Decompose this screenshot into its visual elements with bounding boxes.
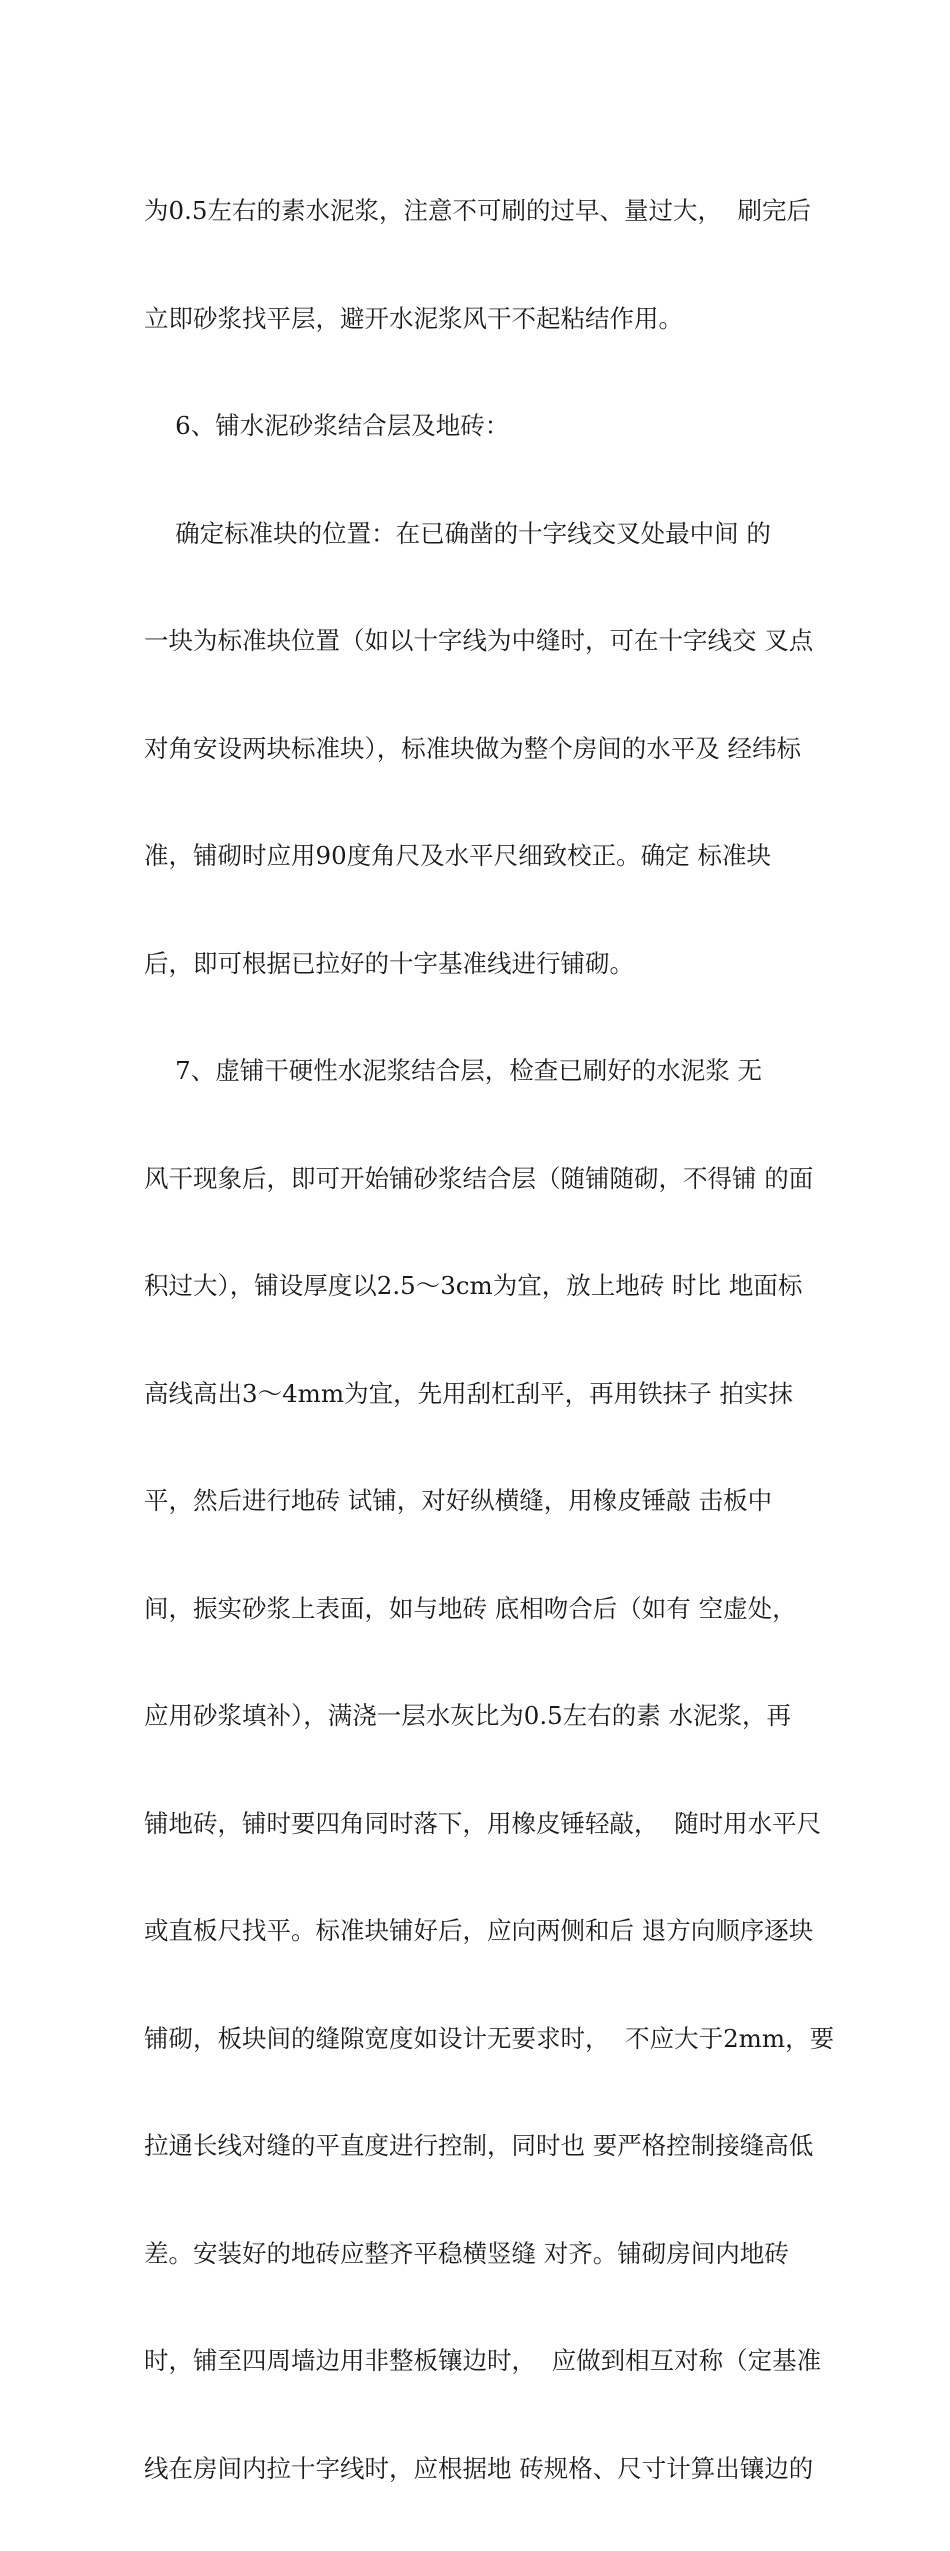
text-line: 拉通长线对缝的平直度进行控制，同时也 要严格控制接缝高低: [144, 2131, 814, 2160]
text-line: 一块为标准块位置（如以十字线为中缝时，可在十字线交 叉点: [144, 626, 814, 655]
body-text: [144, 128, 844, 2551]
text-line: 6、铺水泥砂浆结合层及地砖：: [144, 411, 510, 440]
text-line: 差。安装好的地砖应整齐平稳横竖缝 对齐。铺砌房间内地砖: [144, 2238, 789, 2268]
text-line: 间，振实砂浆上表面，如与地砖 底相吻合后（如有 空虚处，: [144, 1593, 797, 1623]
text-line: 或直板尺找平。标准块铺好后，应向两侧和后 退方向顺序逐块: [144, 1916, 814, 1945]
text-line: 风干现象后，即可开始铺砂浆结合层（随铺随砌，不得铺 的面: [144, 1163, 814, 1193]
text-line: 线在房间内拉十字线时，应根据地 砖规格、尺寸计算出镶边的: [144, 2453, 814, 2483]
text-line: 铺砌，板块间的缝隙宽度如设计无要求时， 不应大于2mm，要: [144, 2023, 835, 2053]
text-line: 准，铺砌时应用90度角尺及水平尺细致校正。确定 标准块: [144, 841, 771, 870]
text-line: 对角安设两块标准块），标准块做为整个房间的水平及 经纬标: [144, 733, 802, 763]
text-line: 为0.5左右的素水泥浆，注意不可刷的过早、量过大， 刷完后: [144, 196, 812, 225]
text-line: 立即砂浆找平层，避开水泥浆风干不起粘结作用。: [144, 303, 683, 333]
text-line: 积过大），铺设厚度以2.5〜3cm为宜，放上地砖 时比 地面标: [144, 1271, 803, 1300]
text-line: 7、虚铺干硬性水泥浆结合层，检查已刷好的水泥浆 无: [144, 1056, 763, 1085]
text-line: 确定标准块的位置：在已确凿的十字线交叉处最中间 的: [144, 518, 771, 548]
text-line: 应用砂浆填补），满浇一层水灰比为0.5左右的素 水泥浆，再: [144, 1701, 791, 1730]
text-line: 时，铺至四周墙边用非整板镶边时， 应做到相互对称（定基准: [144, 2346, 822, 2375]
text-line: 高线高出3〜4mm为宜，先用刮杠刮平，再用铁抹子 拍实抹: [144, 1378, 793, 1408]
text-line: 铺地砖，铺时要四角同时落下，用橡皮锤轻敲， 随时用水平尺: [144, 1808, 822, 1838]
text-line: 平，然后进行地砖 试铺，对好纵横缝，用橡皮锤敲 击板中: [144, 1486, 773, 1515]
text-line: 后，即可根据已拉好的十字基准线进行铺砌。: [144, 948, 634, 978]
